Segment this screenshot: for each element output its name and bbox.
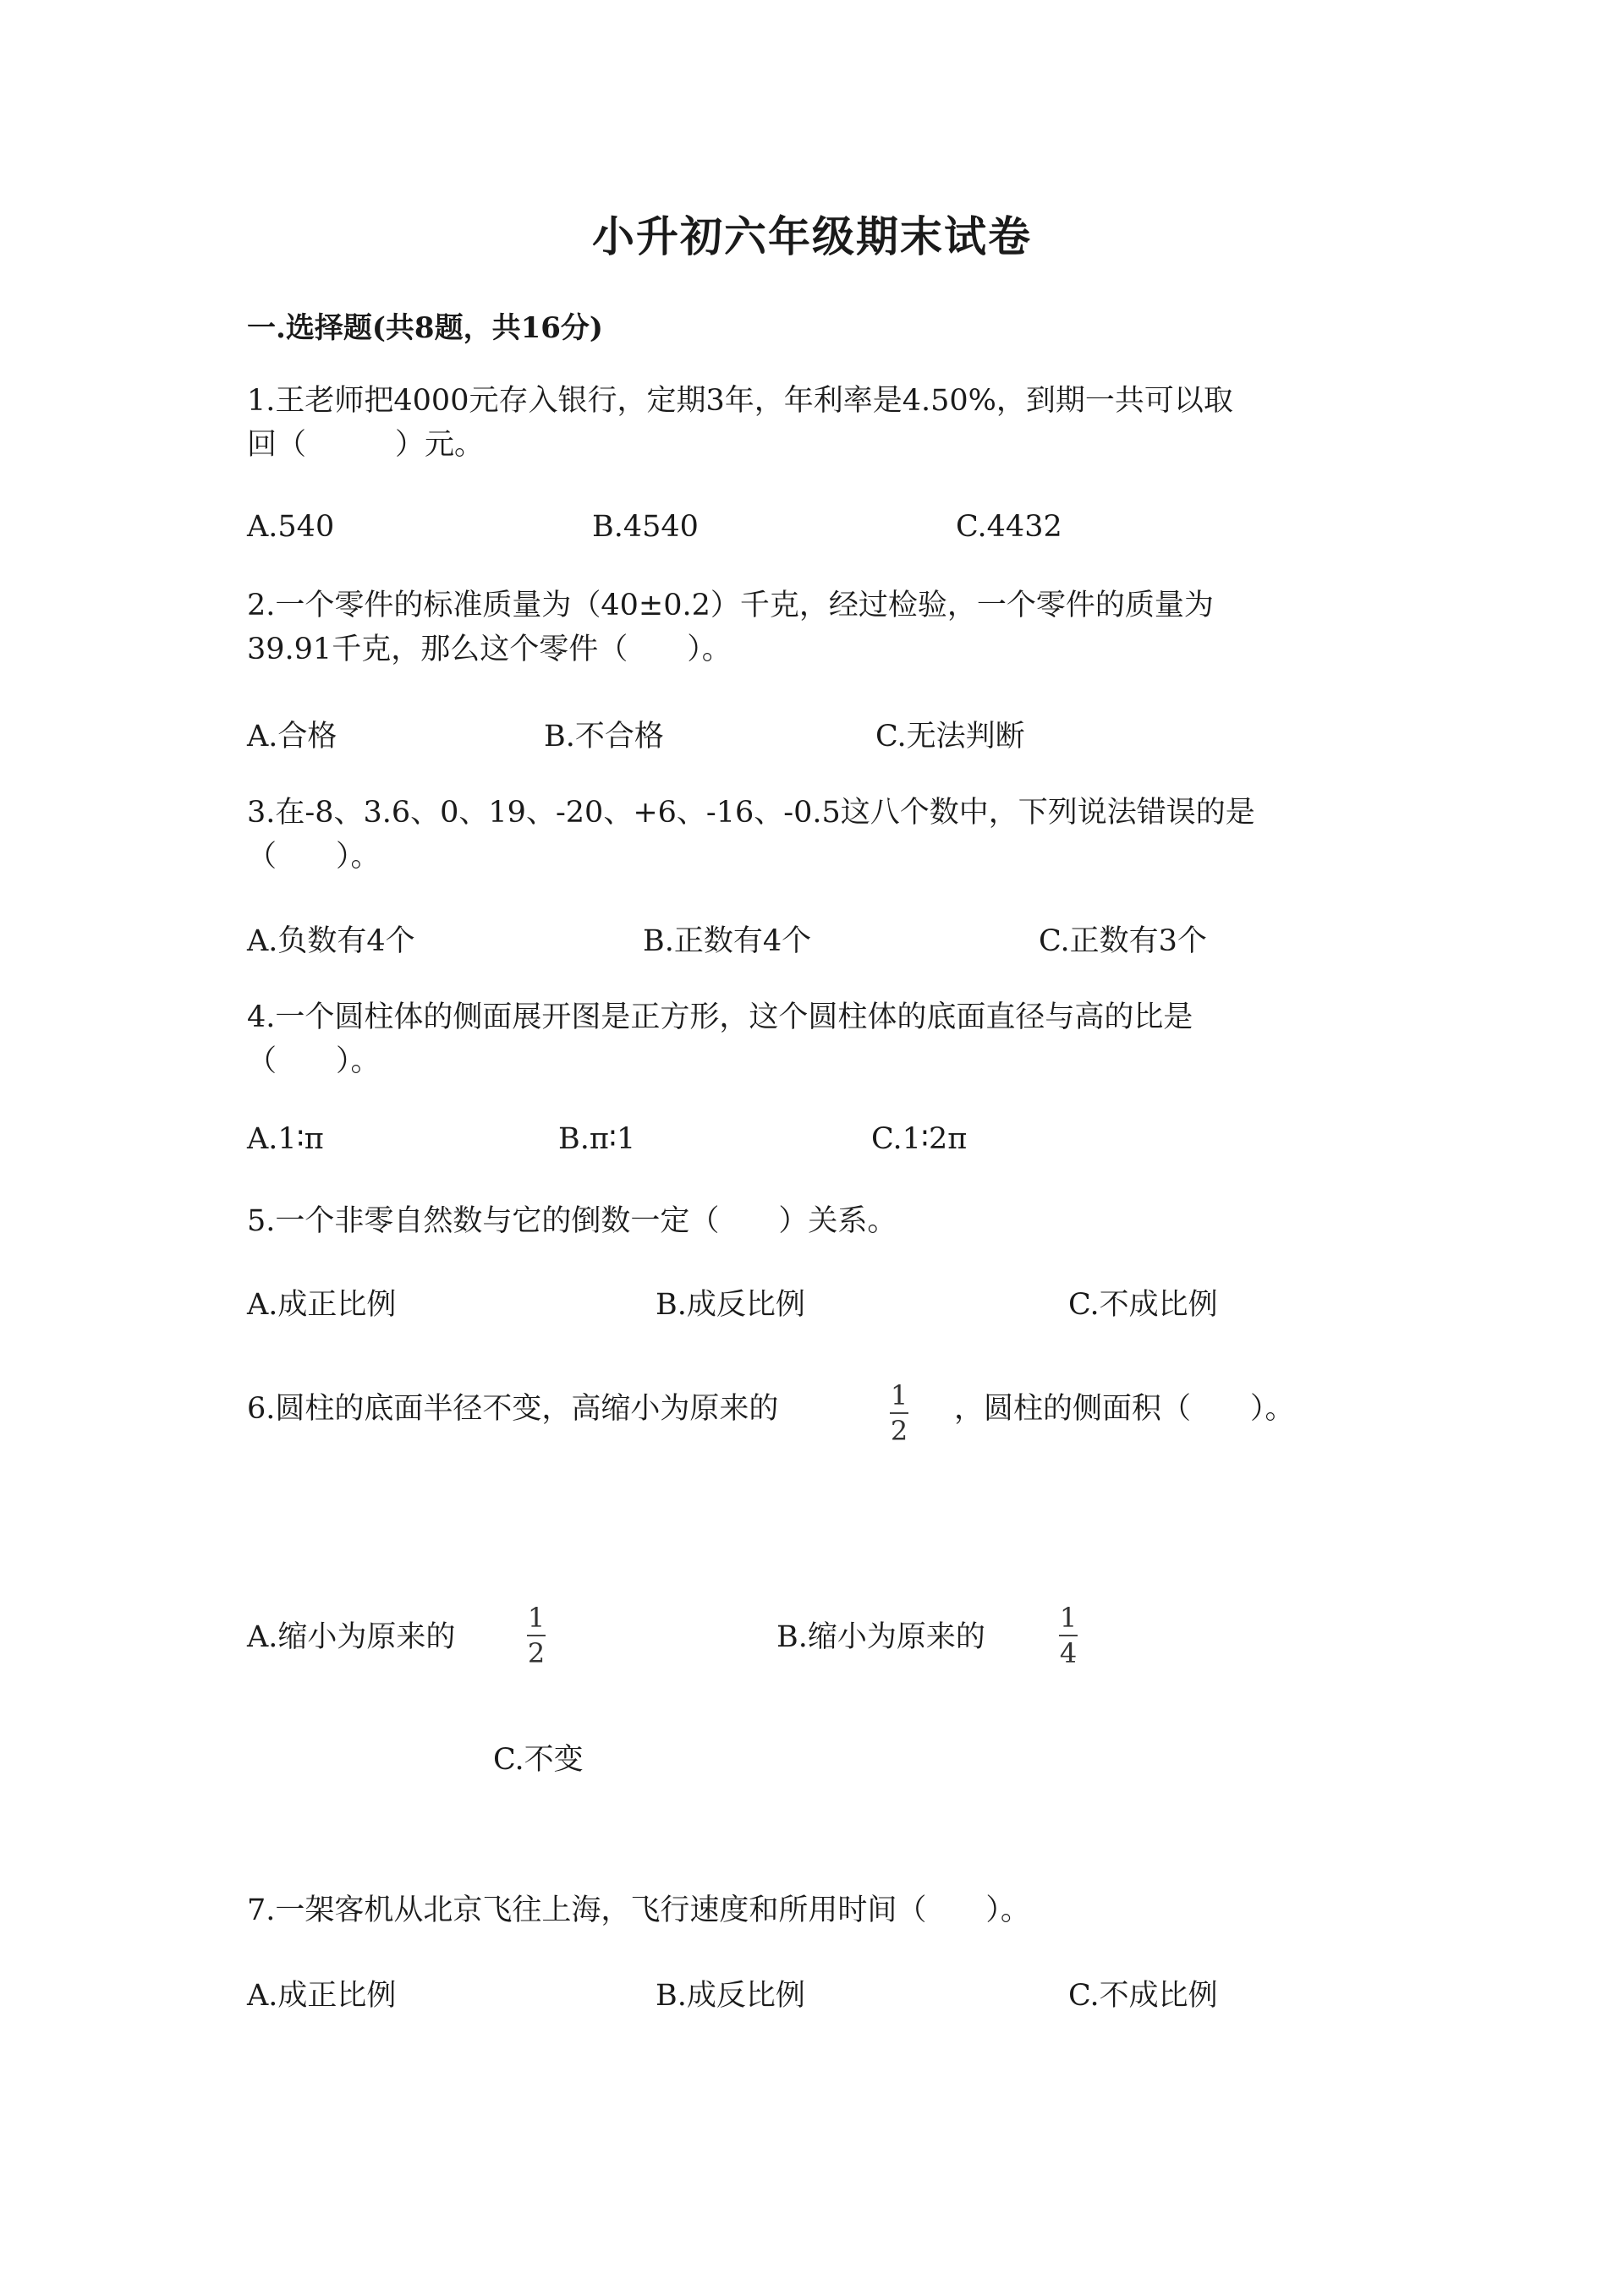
question-text: 4.一个圆柱体的侧面展开图是正方形，这个圆柱体的底面直径与高的比是 bbox=[247, 1000, 1193, 1034]
fraction-denominator: 4 bbox=[1059, 1637, 1078, 1669]
question-2 bbox=[247, 584, 1214, 671]
question-5 bbox=[247, 1199, 897, 1243]
fraction-numerator: 1 bbox=[1059, 1602, 1078, 1634]
question-text-cont: 回（ ）元。 bbox=[247, 428, 485, 462]
question-3 bbox=[247, 791, 1255, 879]
fraction-bar bbox=[527, 1635, 546, 1636]
option-a: A.缩小为原来的 bbox=[247, 1620, 456, 1654]
option-a: A.成正比例 bbox=[247, 1288, 397, 1322]
question-text-cont: （ ）。 bbox=[247, 840, 381, 874]
section-heading: 一.选择题(共8题，共16分) bbox=[247, 311, 603, 345]
question-6-text-a: 6.圆柱的底面半径不变，高缩小为原来的 bbox=[247, 1392, 779, 1426]
option-b: B.4540 bbox=[592, 510, 699, 544]
question-text: 7.一架客机从北京飞往上海，飞行速度和所用时间（ ）。 bbox=[247, 1893, 1030, 1927]
fraction-numerator: 1 bbox=[527, 1602, 546, 1634]
question-text: 3.在-8、3.6、0、19、-20、+6、-16、-0.5这八个数中，下列说法错误的是 bbox=[247, 796, 1255, 830]
option-c: C.正数有3个 bbox=[1039, 924, 1207, 958]
question-text-cont: 39.91千克，那么这个零件（ ）。 bbox=[247, 633, 732, 666]
option-b: B.成反比例 bbox=[656, 1979, 805, 2013]
option-a: A.负数有4个 bbox=[247, 924, 415, 958]
page-title: 小升初六年级期末试卷 bbox=[592, 211, 1032, 261]
fraction bbox=[890, 1380, 908, 1446]
option-c: C.不变 bbox=[493, 1743, 584, 1777]
question-text: 1.王老师把4000元存入银行，定期3年，年利率是4.50%，到期一共可以取 bbox=[247, 384, 1233, 418]
option-c: C.不成比例 bbox=[1068, 1979, 1218, 2013]
option-b: B.正数有4个 bbox=[643, 924, 812, 958]
option-a: A.1∶π bbox=[247, 1122, 324, 1156]
fraction-numerator: 1 bbox=[890, 1379, 908, 1411]
fraction-denominator: 2 bbox=[890, 1415, 908, 1447]
option-b: B.缩小为原来的 bbox=[776, 1620, 985, 1654]
question-text: 5.一个非零自然数与它的倒数一定（ ）关系。 bbox=[247, 1204, 897, 1238]
option-c: C.无法判断 bbox=[875, 720, 1025, 753]
option-c: C.4432 bbox=[956, 510, 1062, 544]
option-b: B.π∶1 bbox=[558, 1122, 636, 1156]
fraction bbox=[527, 1603, 546, 1669]
option-a: A.成正比例 bbox=[247, 1979, 397, 2013]
question-7 bbox=[247, 1888, 1030, 1932]
fraction bbox=[1059, 1603, 1078, 1669]
option-c: C.1∶2π bbox=[871, 1122, 968, 1156]
question-text: 2.一个零件的标准质量为（40±0.2）千克，经过检验，一个零件的质量为 bbox=[247, 589, 1214, 622]
question-1 bbox=[247, 379, 1233, 467]
option-b: B.成反比例 bbox=[656, 1288, 805, 1322]
question-6-text-b: ，圆柱的侧面积（ ）。 bbox=[954, 1392, 1295, 1426]
fraction-denominator: 2 bbox=[527, 1637, 546, 1669]
fraction-bar bbox=[890, 1412, 908, 1414]
option-a: A.合格 bbox=[247, 720, 337, 753]
option-a: A.540 bbox=[247, 510, 335, 544]
option-b: B.不合格 bbox=[544, 720, 664, 753]
fraction-bar bbox=[1059, 1635, 1078, 1636]
question-4 bbox=[247, 995, 1193, 1083]
option-c: C.不成比例 bbox=[1068, 1288, 1218, 1322]
question-text-cont: （ ）。 bbox=[247, 1044, 381, 1078]
